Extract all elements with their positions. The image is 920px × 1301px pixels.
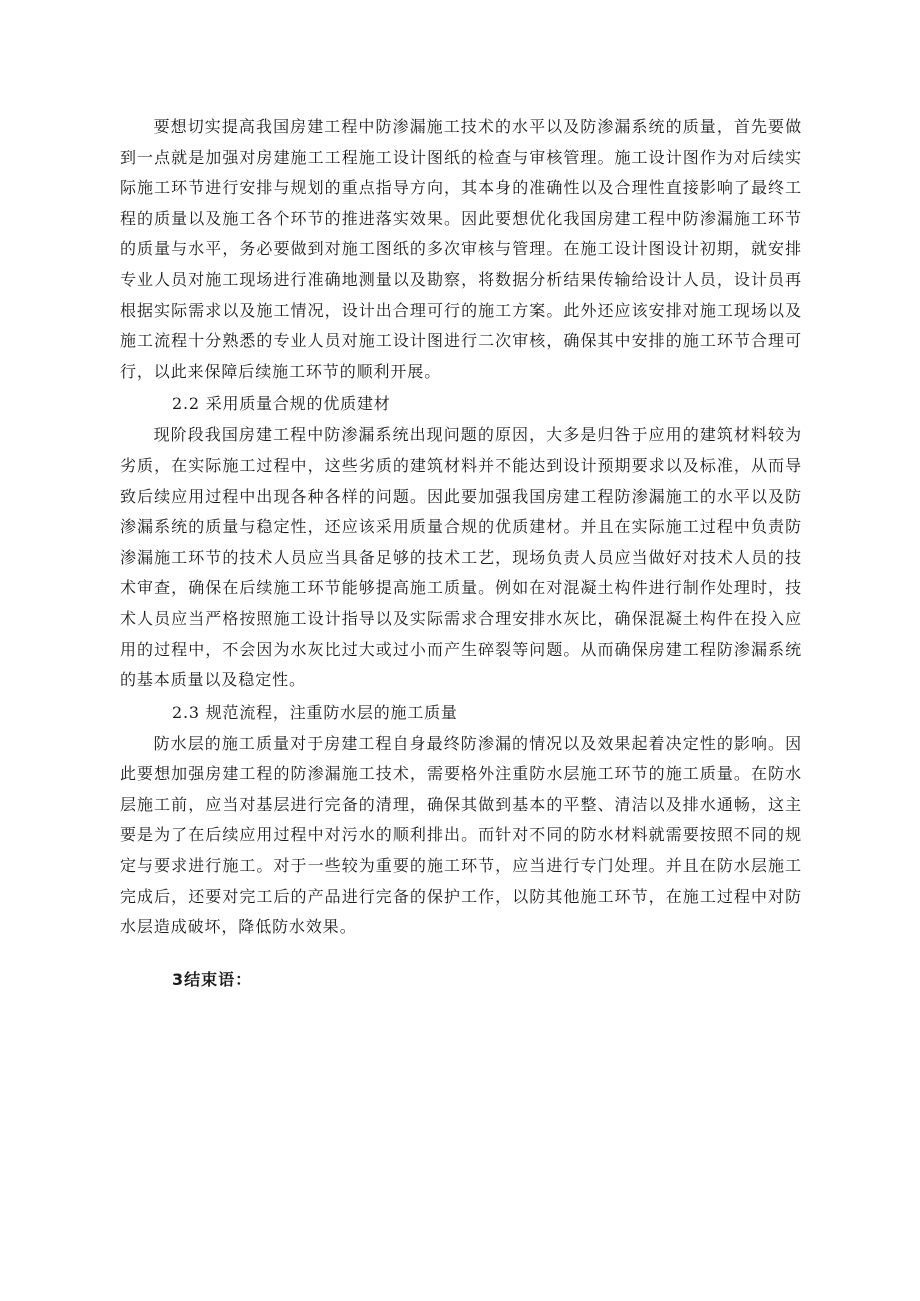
section-heading-2-2: 2.2 采用质量合规的优质建材	[172, 394, 391, 414]
document-body	[120, 112, 802, 995]
paragraph-materials: 现阶段我国房建工程中防渗漏系统出现问题的原因，大多是归咎于应用的建筑材料较为劣质，在实际施工过程中，这些劣质的建筑材料并不能达到设计预期要求以及标准，从而导致后续应用过程中出现各种各样的问题。因此要加强我国房建工程防渗漏施工的水平以及防渗漏系统的质量与稳定性，还应该采用质量合规的优质建材。并且在实际施工过程中负责防渗漏施工环节的技术人员应当具备足够的技术工艺，现场负责人员应当做好对技术人员的技术审查，确保在后续施工环节能够提高施工质量。例如在对混凝土构件进行制作处理时，技术人员应当严格按照施工设计指导以及实际需求合理安排水灰比，确保混凝土构件在投入应用的过程中，不会因为水灰比过大或过小而产生碎裂等问题。从而确保房建工程防渗漏系统的基本质量以及稳定性。	[120, 425, 802, 690]
section-heading-3-conclusion: 3结束语：	[172, 969, 253, 989]
paragraph-design-review: 要想切实提高我国房建工程中防渗漏施工技术的水平以及防渗漏系统的质量，首先要做到一点就是加强对房建施工工程施工设计图纸的检查与审核管理。施工设计图作为对后续实际施工环节进行安排与规划的重点指导方向，其本身的准确性以及合理性直接影响了最终工程的质量以及施工各个环节的推进落实效果。因此要想优化我国房建工程中防渗漏施工环节的质量与水平，务必要做到对施工图纸的多次审核与管理。在施工设计图设计初期，就安排专业人员对施工现场进行准确地测量以及勘察，将数据分析结果传输给设计人员，设计员再根据实际需求以及施工情况，设计出合理可行的施工方案。此外还应该安排对施工现场以及施工流程十分熟悉的专业人员对施工设计图进行二次审核，确保其中安排的施工环节合理可行，以此来保障后续施工环节的顺利开展。	[120, 117, 802, 381]
paragraph-waterproof-layer: 防水层的施工质量对于房建工程自身最终防渗漏的情况以及效果起着决定性的影响。因此要想加强房建工程的防渗漏施工技术，需要格外注重防水层施工环节的施工质量。在防水层施工前，应当对基层进行完备的清理，确保其做到基本的平整、清洁以及排水通畅，这主要是为了在后续应用过程中对污水的顺利排出。而针对不同的防水材料就需要按照不同的规定与要求进行施工。对于一些较为重要的施工环节，应当进行专门处理。并且在防水层施工完成后，还要对完工后的产品进行完备的保护工作，以防其他施工环节，在施工过程中对防水层造成破坏，降低防水效果。	[120, 733, 802, 937]
section-heading-2-3: 2.3 规范流程，注重防水层的施工质量	[172, 702, 458, 722]
